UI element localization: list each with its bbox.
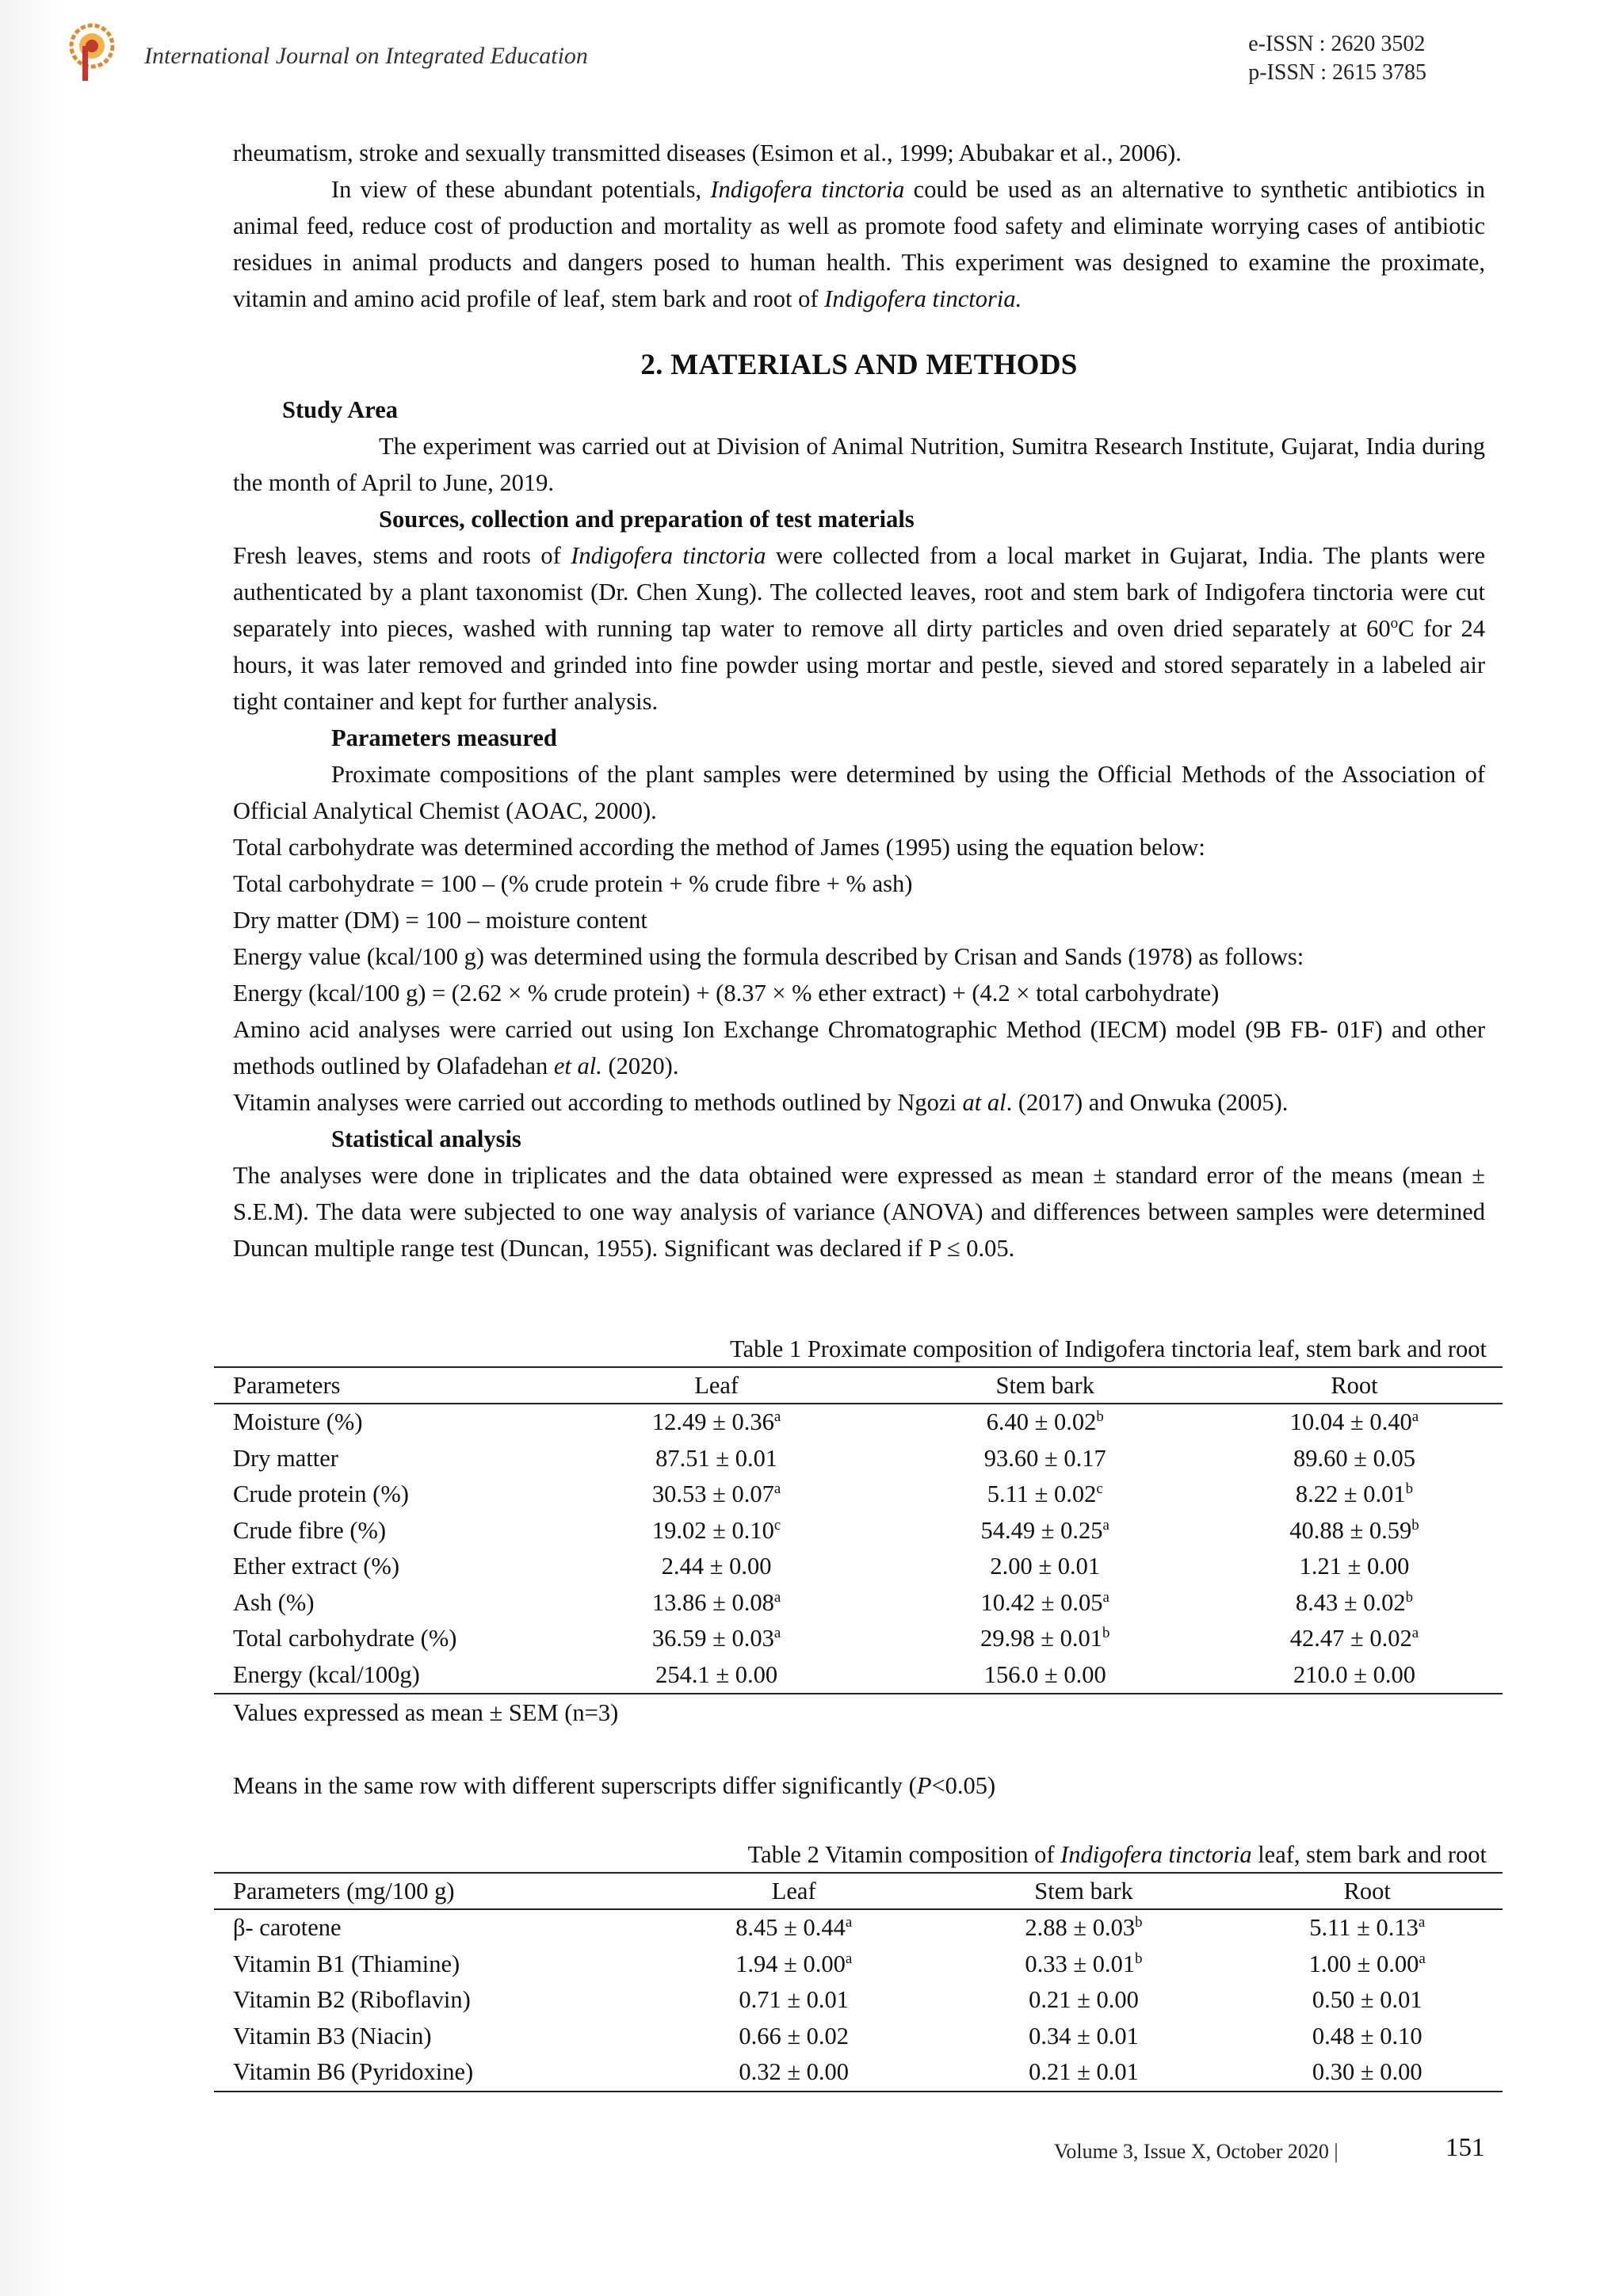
table-row [214, 2019, 1503, 2055]
value-cell: 8.43 ± 0.02$^b$ [1295, 1588, 1414, 1616]
row-label: Total carbohydrate (%) [233, 1625, 457, 1652]
significance-superscript: b [1411, 1516, 1419, 1534]
table1-header-cell: Leaf [549, 1367, 884, 1404]
table-row [214, 1621, 1503, 1657]
table-row [214, 1404, 1503, 1441]
table-row [214, 1909, 1503, 1946]
value-cell: 87.51 ± 0.01 [655, 1444, 778, 1472]
table1-header-cell: Stem bark [884, 1367, 1207, 1404]
row-label: Crude protein (%) [233, 1480, 409, 1508]
table-2-block [214, 1837, 1503, 2092]
row-label: Moisture (%) [233, 1408, 363, 1436]
value-cell: 1.21 ± 0.00 [1299, 1553, 1410, 1580]
table-1-header-row [214, 1367, 1503, 1404]
significance-superscript: b [1096, 1408, 1104, 1426]
significance-superscript: a [1418, 1914, 1426, 1931]
value-cell: 1.94 ± 0.00$^a$ [735, 1950, 853, 1977]
significance-superscript: a [1411, 1408, 1419, 1426]
table-2-header-row [214, 1873, 1503, 1909]
value-cell: 19.02 ± 0.10$^c$ [651, 1516, 781, 1544]
carbohydrate-equation: Total carbohydrate = 100 – (% crude protein + % crude fibre + % ash) [233, 870, 913, 897]
significance-superscript: b [1135, 1950, 1143, 1967]
value-cell: 0.71 ± 0.01 [739, 1986, 850, 2014]
table-row [214, 1657, 1503, 1694]
value-cell: 30.53 ± 0.07$^a$ [651, 1480, 781, 1508]
value-cell: 89.60 ± 0.05 [1293, 1444, 1415, 1472]
significance-superscript: b [1405, 1480, 1414, 1498]
parameters-heading: Parameters measured [331, 724, 557, 751]
value-cell: 36.59 ± 0.03$^a$ [651, 1625, 781, 1652]
vitamin-text: Vitamin analyses were carried out according to methods outlined by Ngozi at al. (2017) and Onwuka (2005). [233, 1089, 1289, 1116]
significance-superscript: c [1096, 1480, 1103, 1498]
table-row [214, 1585, 1503, 1622]
value-cell: 0.21 ± 0.01 [936, 2054, 1232, 2092]
value-cell: 0.30 ± 0.00 [1232, 2054, 1503, 2092]
amino-acid-text: Amino acid analyses were carried out using Ion Exchange Chromatographic Method (IECM) model (9B FB- 01F) and other methods outlined by Olafadehan et al. (2020). [233, 1016, 1485, 1079]
table-row [214, 1513, 1503, 1549]
value-cell: 0.48 ± 0.10 [1312, 2022, 1423, 2050]
value-cell: 5.11 ± 0.13$^a$ [1309, 1914, 1426, 1942]
value-cell: 2.00 ± 0.01 [990, 1553, 1101, 1580]
table2-header-cell: Parameters (mg/100 g) [214, 1873, 652, 1909]
value-cell: 6.40 ± 0.02$^b$ [986, 1408, 1104, 1436]
table-1-note: Values expressed as mean ± SEM (n=3) [233, 1699, 619, 1726]
study-area-text: The experiment was carried out at Division of Animal Nutrition, Sumitra Research Institute, Gujarat, India during the month of April to June, 2019. [233, 433, 1485, 496]
sources-heading: Sources, collection and preparation of test materials [379, 506, 915, 533]
significance-superscript: a [773, 1588, 781, 1606]
table-1-significance-note: Means in the same row with different superscripts differ significantly (P<0.05) [233, 1772, 996, 1799]
table-row [214, 1477, 1503, 1513]
row-label: Energy (kcal/100g) [214, 1657, 549, 1694]
row-label: Ash (%) [233, 1588, 315, 1616]
row-label: Vitamin B1 (Thiamine) [233, 1950, 460, 1977]
section-heading: 2. MATERIALS AND METHODS [640, 349, 1078, 381]
table-row [214, 1549, 1503, 1585]
value-cell: 254.1 ± 0.00 [549, 1657, 884, 1694]
table1-header-cell: Root [1206, 1367, 1503, 1404]
value-cell: 54.49 ± 0.25$^a$ [980, 1516, 1109, 1544]
journal-logo-icon [67, 22, 117, 86]
row-label: Vitamin B2 (Riboflavin) [233, 1986, 471, 2014]
significance-superscript: a [845, 1914, 853, 1931]
significance-superscript: a [1411, 1625, 1419, 1642]
row-label: Ether extract (%) [233, 1553, 399, 1580]
significance-superscript: a [1102, 1588, 1109, 1606]
value-cell: 13.86 ± 0.08$^a$ [651, 1588, 781, 1616]
value-cell: 8.45 ± 0.44$^a$ [735, 1914, 853, 1942]
sources-text: Fresh leaves, stems and roots of Indigofera tinctoria were collected from a local market in Gujarat, India. The plants were authenticated by a plant taxonomist (Dr. Chen Xung). The collected leaves, root and stem bark of Indigofera tinctoria were cut separately into pieces, washed with running tap water to remove all dirty particles and oven dried separately at 60$^o$C for 24 hours, it was later removed and grinded into fine powder using mortar and pestle, sieved and stored separately in a labeled air tight container and kept for further analysis. [233, 542, 1485, 715]
eissn: e-ISSN : 2620 3502 [1248, 32, 1426, 56]
value-cell: 0.21 ± 0.00 [1029, 1986, 1139, 2014]
value-cell: 42.47 ± 0.02$^a$ [1289, 1625, 1419, 1652]
significance-superscript: b [1405, 1588, 1414, 1606]
table-2-caption: Table 2 Vitamin composition of Indigofera tinctoria leaf, stem bark and root [747, 1841, 1487, 1868]
table-2 [214, 1872, 1503, 2092]
paragraph-potentials: In view of these abundant potentials, Indigofera tinctoria could be used as an alternative to synthetic antibiotics in animal feed, reduce cost of production and mortality as well as promote food safety and eliminate worrying cases of antibiotic residues in animal products and dangers posed to human health. This experiment was designed to examine the proximate, vitamin and amino acid profile of leaf, stem bark and root of Indigofera tinctoria. [233, 176, 1485, 312]
carbohydrate-text: Total carbohydrate was determined according the method of James (1995) using the equation below: [233, 834, 1205, 861]
table-1-block [214, 1331, 1503, 1804]
value-cell: 0.32 ± 0.00 [652, 2054, 936, 2092]
footer-volume: Volume 3, Issue X, October 2020 | [1054, 2140, 1338, 2163]
table2-header-cell: Stem bark [936, 1873, 1232, 1909]
table1-header-cell: Parameters [214, 1367, 549, 1404]
significance-superscript: a [773, 1408, 781, 1426]
table-row [214, 1441, 1503, 1477]
table-1 [214, 1366, 1503, 1694]
table-row [214, 1982, 1503, 2019]
page-margin-shade [0, 0, 63, 2296]
parameters-text: Proximate compositions of the plant samples were determined by using the Official Methods of the Association of Official Analytical Chemist (AOAC, 2000). [233, 761, 1485, 824]
value-cell: 8.22 ± 0.01$^b$ [1295, 1480, 1414, 1508]
value-cell: 40.88 ± 0.59$^b$ [1289, 1516, 1419, 1544]
significance-superscript: b [1135, 1914, 1143, 1931]
page-header [0, 0, 1623, 103]
pissn: p-ISSN : 2615 3785 [1248, 60, 1426, 85]
article-body [233, 135, 1485, 1266]
significance-superscript: a [1102, 1516, 1109, 1534]
row-label: Vitamin B6 (Pyridoxine) [214, 2054, 652, 2092]
table-row [214, 2054, 1503, 2092]
value-cell: 1.00 ± 0.00$^a$ [1308, 1950, 1426, 1977]
value-cell: 5.11 ± 0.02$^c$ [987, 1480, 1103, 1508]
dry-matter-equation: Dry matter (DM) = 100 – moisture content [233, 907, 647, 934]
significance-superscript: c [773, 1516, 781, 1534]
table-1-caption: Table 1 Proximate composition of Indigofera tinctoria leaf, stem bark and root [730, 1335, 1487, 1362]
value-cell: 29.98 ± 0.01$^b$ [980, 1625, 1110, 1652]
energy-text: Energy value (kcal/100 g) was determined using the formula described by Crisan and Sands (1978) as follows: [233, 943, 1304, 970]
table2-header-cell: Leaf [652, 1873, 936, 1909]
row-label: Dry matter [233, 1444, 338, 1472]
value-cell: 0.33 ± 0.01$^b$ [1025, 1950, 1143, 1977]
significance-superscript: a [845, 1950, 853, 1967]
value-cell: 210.0 ± 0.00 [1206, 1657, 1503, 1694]
row-label: Vitamin B3 (Niacin) [233, 2022, 432, 2050]
energy-equation: Energy (kcal/100 g) = (2.62 × % crude protein) + (8.37 × % ether extract) + (4.2 × total carbohydrate) [233, 980, 1220, 1007]
value-cell: 156.0 ± 0.00 [884, 1657, 1207, 1694]
statistical-heading: Statistical analysis [331, 1125, 521, 1152]
significance-superscript: a [773, 1625, 781, 1642]
issn-block [1248, 30, 1426, 87]
value-cell: 0.34 ± 0.01 [1029, 2022, 1139, 2050]
value-cell: 12.49 ± 0.36$^a$ [651, 1408, 781, 1436]
value-cell: 2.88 ± 0.03$^b$ [1025, 1914, 1143, 1942]
table2-header-cell: Root [1232, 1873, 1503, 1909]
statistical-text: The analyses were done in triplicates and the data obtained were expressed as mean ± standard error of the means (mean ± S.E.M). The data were subjected to one way analysis of variance (ANOVA) and differences between samples were determined Duncan multiple range test (Duncan, 1955). Significant was declared if P ≤ 0.05. [233, 1162, 1485, 1262]
row-label: Crude fibre (%) [233, 1516, 387, 1544]
value-cell: 0.66 ± 0.02 [739, 2022, 850, 2050]
significance-superscript: a [1419, 1950, 1426, 1967]
study-area-heading: Study Area [282, 396, 399, 423]
value-cell: 10.42 ± 0.05$^a$ [980, 1588, 1109, 1616]
significance-superscript: a [773, 1480, 781, 1498]
value-cell: 2.44 ± 0.00 [661, 1553, 772, 1580]
paragraph-continued: rheumatism, stroke and sexually transmitted diseases (Esimon et al., 1999; Abubakar et al., 2006). [233, 139, 1182, 166]
page-number: 151 [1445, 2134, 1485, 2162]
value-cell: 93.60 ± 0.17 [983, 1444, 1106, 1472]
table-row [214, 1946, 1503, 1983]
significance-superscript: b [1102, 1625, 1110, 1642]
value-cell: 0.50 ± 0.01 [1312, 1986, 1423, 2014]
row-label: β- carotene [233, 1914, 342, 1942]
journal-title: International Journal on Integrated Education [144, 43, 588, 69]
value-cell: 10.04 ± 0.40$^a$ [1289, 1408, 1419, 1436]
